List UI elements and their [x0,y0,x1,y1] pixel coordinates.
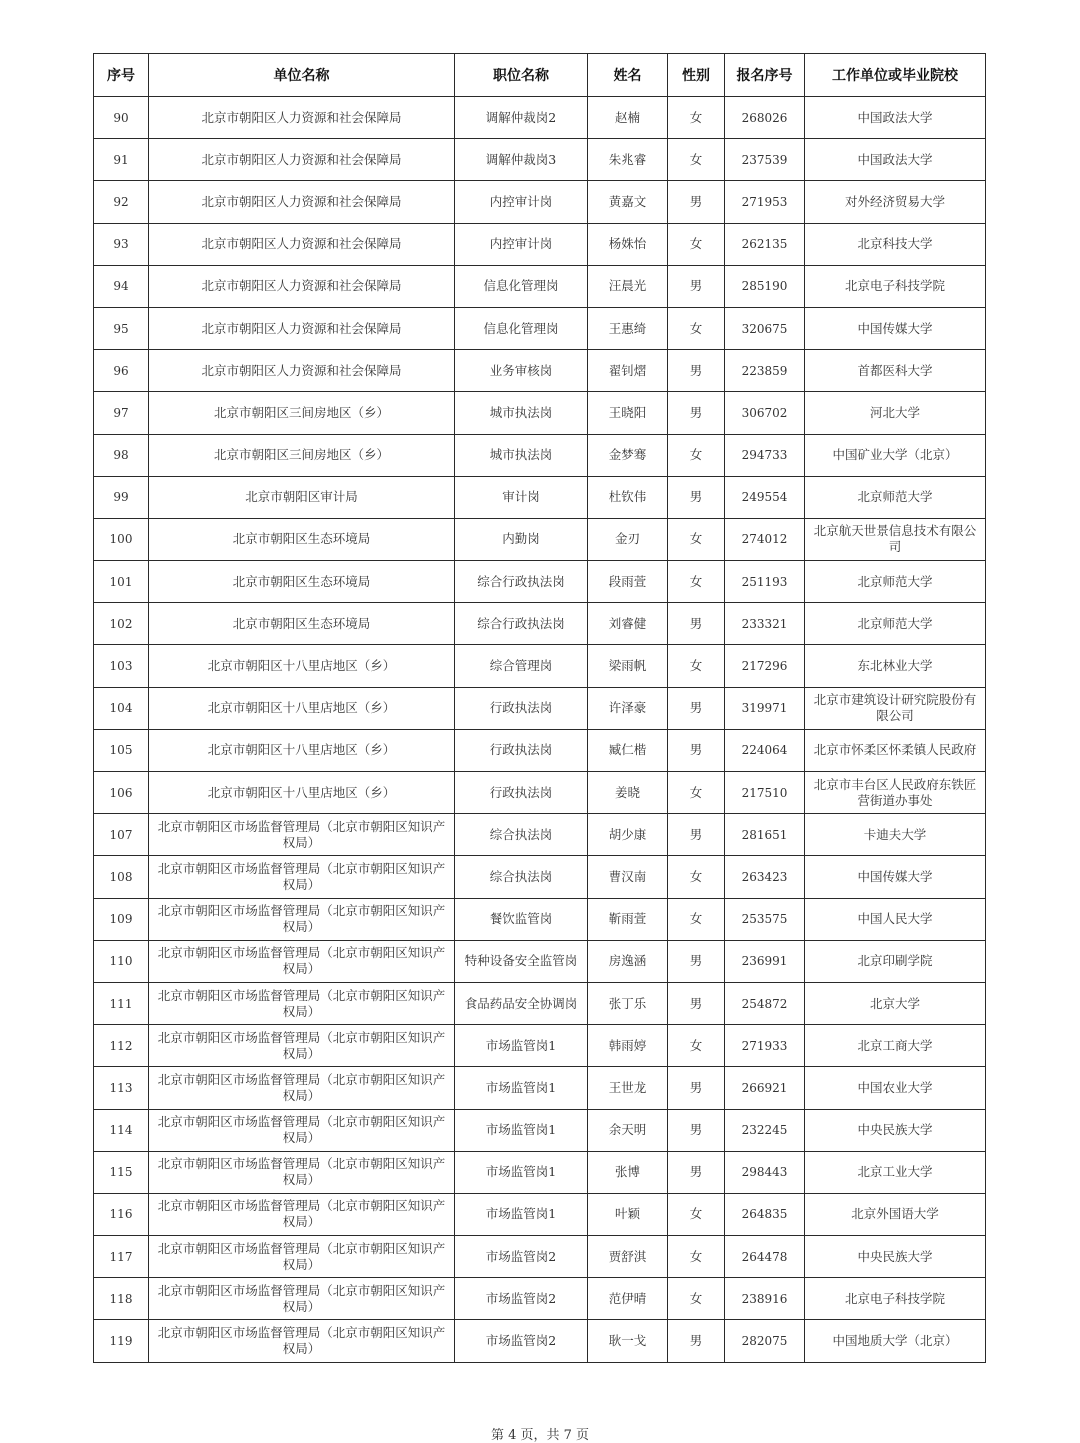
table-row [94,265,986,307]
cell-gender: 女 [668,1025,725,1067]
cell-gender: 女 [668,772,725,814]
table-row [94,97,986,139]
cell-reg-no: 266921 [725,1067,805,1109]
cell-seq: 112 [94,1025,149,1067]
cell-workplace: 北京电子科技学院 [805,265,986,307]
cell-reg-no: 264835 [725,1193,805,1235]
cell-unit: 北京市朝阳区人力资源和社会保障局 [149,181,455,223]
cell-gender: 女 [668,223,725,265]
cell-workplace: 中国矿业大学（北京） [805,434,986,476]
cell-seq: 103 [94,645,149,687]
cell-name: 许泽豪 [588,687,668,729]
cell-unit: 北京市朝阳区人力资源和社会保障局 [149,307,455,349]
cell-workplace: 中国传媒大学 [805,856,986,898]
cell-position: 市场监管岗1 [455,1067,588,1109]
cell-name: 刘睿健 [588,603,668,645]
cell-reg-no: 271953 [725,181,805,223]
cell-name: 翟钊熠 [588,350,668,392]
table-row [94,1193,986,1235]
cell-seq: 93 [94,223,149,265]
table-row [94,350,986,392]
cell-position: 市场监管岗1 [455,1025,588,1067]
cell-gender: 女 [668,1193,725,1235]
table-header-row [94,54,986,97]
cell-reg-no: 251193 [725,561,805,603]
cell-workplace: 北京电子科技学院 [805,1278,986,1320]
cell-unit: 北京市朝阳区人力资源和社会保障局 [149,223,455,265]
cell-gender: 男 [668,476,725,518]
cell-seq: 109 [94,898,149,940]
cell-workplace: 北京外国语大学 [805,1193,986,1235]
cell-position: 综合执法岗 [455,814,588,856]
cell-reg-no: 217296 [725,645,805,687]
cell-position: 市场监管岗2 [455,1320,588,1362]
cell-name: 臧仁楷 [588,729,668,771]
header-name: 姓名 [588,54,668,97]
cell-unit: 北京市朝阳区市场监督管理局（北京市朝阳区知识产权局） [149,1236,455,1278]
cell-name: 王世龙 [588,1067,668,1109]
cell-unit: 北京市朝阳区市场监督管理局（北京市朝阳区知识产权局） [149,1193,455,1235]
cell-reg-no: 224064 [725,729,805,771]
cell-position: 综合行政执法岗 [455,561,588,603]
cell-reg-no: 223859 [725,350,805,392]
table-row [94,1109,986,1151]
cell-reg-no: 249554 [725,476,805,518]
cell-reg-no: 294733 [725,434,805,476]
cell-workplace: 中国政法大学 [805,139,986,181]
cell-seq: 116 [94,1193,149,1235]
cell-unit: 北京市朝阳区三间房地区（乡） [149,434,455,476]
cell-gender: 男 [668,603,725,645]
cell-workplace: 中国政法大学 [805,97,986,139]
cell-gender: 男 [668,1109,725,1151]
cell-gender: 男 [668,265,725,307]
cell-seq: 91 [94,139,149,181]
cell-position: 行政执法岗 [455,687,588,729]
cell-reg-no: 298443 [725,1151,805,1193]
cell-seq: 90 [94,97,149,139]
cell-unit: 北京市朝阳区十八里店地区（乡） [149,772,455,814]
header-gender: 性别 [668,54,725,97]
table-row [94,603,986,645]
cell-reg-no: 233321 [725,603,805,645]
cell-position: 特种设备安全监管岗 [455,940,588,982]
cell-workplace: 北京师范大学 [805,603,986,645]
cell-name: 姜晓 [588,772,668,814]
cell-position: 综合管理岗 [455,645,588,687]
cell-workplace: 北京印刷学院 [805,940,986,982]
table-row [94,772,986,814]
cell-workplace: 中国地质大学（北京） [805,1320,986,1362]
cell-reg-no: 262135 [725,223,805,265]
header-reg-no: 报名序号 [725,54,805,97]
cell-seq: 97 [94,392,149,434]
cell-position: 信息化管理岗 [455,265,588,307]
cell-unit: 北京市朝阳区市场监督管理局（北京市朝阳区知识产权局） [149,1025,455,1067]
cell-seq: 105 [94,729,149,771]
cell-gender: 男 [668,940,725,982]
cell-unit: 北京市朝阳区生态环境局 [149,561,455,603]
cell-gender: 男 [668,1320,725,1362]
cell-position: 餐饮监管岗 [455,898,588,940]
cell-reg-no: 264478 [725,1236,805,1278]
cell-position: 调解仲裁岗2 [455,97,588,139]
cell-seq: 106 [94,772,149,814]
cell-reg-no: 236991 [725,940,805,982]
cell-workplace: 首都医科大学 [805,350,986,392]
cell-reg-no: 282075 [725,1320,805,1362]
cell-gender: 女 [668,561,725,603]
cell-seq: 95 [94,307,149,349]
cell-gender: 女 [668,645,725,687]
cell-unit: 北京市朝阳区审计局 [149,476,455,518]
cell-gender: 男 [668,729,725,771]
cell-position: 信息化管理岗 [455,307,588,349]
cell-unit: 北京市朝阳区市场监督管理局（北京市朝阳区知识产权局） [149,898,455,940]
table-row [94,687,986,729]
cell-name: 黄嘉文 [588,181,668,223]
table-row [94,307,986,349]
cell-reg-no: 271933 [725,1025,805,1067]
cell-gender: 女 [668,139,725,181]
table-row [94,1278,986,1320]
cell-seq: 114 [94,1109,149,1151]
cell-unit: 北京市朝阳区市场监督管理局（北京市朝阳区知识产权局） [149,1109,455,1151]
cell-seq: 99 [94,476,149,518]
cell-name: 张丁乐 [588,982,668,1024]
cell-reg-no: 238916 [725,1278,805,1320]
cell-gender: 女 [668,1236,725,1278]
cell-unit: 北京市朝阳区生态环境局 [149,518,455,560]
cell-workplace: 北京师范大学 [805,476,986,518]
cell-seq: 115 [94,1151,149,1193]
cell-position: 市场监管岗1 [455,1193,588,1235]
cell-workplace: 对外经济贸易大学 [805,181,986,223]
cell-unit: 北京市朝阳区人力资源和社会保障局 [149,97,455,139]
cell-unit: 北京市朝阳区市场监督管理局（北京市朝阳区知识产权局） [149,1151,455,1193]
cell-seq: 104 [94,687,149,729]
cell-unit: 北京市朝阳区人力资源和社会保障局 [149,265,455,307]
cell-position: 市场监管岗1 [455,1151,588,1193]
cell-unit: 北京市朝阳区十八里店地区（乡） [149,645,455,687]
cell-gender: 男 [668,687,725,729]
cell-seq: 94 [94,265,149,307]
table-row [94,1151,986,1193]
cell-seq: 110 [94,940,149,982]
cell-workplace: 中央民族大学 [805,1109,986,1151]
header-unit: 单位名称 [149,54,455,97]
cell-reg-no: 232245 [725,1109,805,1151]
cell-name: 范伊晴 [588,1278,668,1320]
cell-workplace: 中国人民大学 [805,898,986,940]
cell-gender: 男 [668,1151,725,1193]
cell-name: 胡少康 [588,814,668,856]
cell-reg-no: 268026 [725,97,805,139]
cell-position: 城市执法岗 [455,392,588,434]
cell-workplace: 中央民族大学 [805,1236,986,1278]
cell-name: 余天明 [588,1109,668,1151]
cell-name: 金刃 [588,518,668,560]
cell-name: 赵楠 [588,97,668,139]
cell-position: 行政执法岗 [455,772,588,814]
table-row [94,1067,986,1109]
cell-gender: 男 [668,814,725,856]
cell-unit: 北京市朝阳区十八里店地区（乡） [149,729,455,771]
table-row [94,139,986,181]
cell-name: 段雨萱 [588,561,668,603]
cell-workplace: 北京工业大学 [805,1151,986,1193]
cell-workplace: 北京师范大学 [805,561,986,603]
cell-gender: 女 [668,518,725,560]
cell-name: 房逸涵 [588,940,668,982]
cell-seq: 96 [94,350,149,392]
table-row [94,856,986,898]
cell-gender: 女 [668,898,725,940]
cell-workplace: 东北林业大学 [805,645,986,687]
cell-reg-no: 319971 [725,687,805,729]
table-row [94,1320,986,1362]
table-row [94,982,986,1024]
cell-workplace: 北京航天世景信息技术有限公司 [805,518,986,560]
cell-reg-no: 320675 [725,307,805,349]
header-workplace: 工作单位或毕业院校 [805,54,986,97]
table-row [94,223,986,265]
cell-position: 城市执法岗 [455,434,588,476]
cell-unit: 北京市朝阳区市场监督管理局（北京市朝阳区知识产权局） [149,940,455,982]
cell-unit: 北京市朝阳区市场监督管理局（北京市朝阳区知识产权局） [149,814,455,856]
cell-position: 内勤岗 [455,518,588,560]
cell-reg-no: 263423 [725,856,805,898]
cell-seq: 108 [94,856,149,898]
cell-gender: 女 [668,1278,725,1320]
header-position: 职位名称 [455,54,588,97]
cell-workplace: 中国传媒大学 [805,307,986,349]
cell-position: 内控审计岗 [455,223,588,265]
cell-unit: 北京市朝阳区市场监督管理局（北京市朝阳区知识产权局） [149,982,455,1024]
cell-seq: 100 [94,518,149,560]
cell-name: 朱兆睿 [588,139,668,181]
cell-name: 王惠绮 [588,307,668,349]
table-row [94,1025,986,1067]
table-row [94,518,986,560]
table-row [94,476,986,518]
cell-position: 市场监管岗2 [455,1236,588,1278]
cell-position: 行政执法岗 [455,729,588,771]
roster-sheet [93,53,985,1363]
cell-workplace: 中国农业大学 [805,1067,986,1109]
cell-workplace: 卡迪夫大学 [805,814,986,856]
cell-seq: 113 [94,1067,149,1109]
cell-seq: 111 [94,982,149,1024]
table-row [94,645,986,687]
cell-name: 张博 [588,1151,668,1193]
cell-seq: 107 [94,814,149,856]
cell-position: 综合执法岗 [455,856,588,898]
table-row [94,814,986,856]
table-row [94,181,986,223]
cell-position: 市场监管岗2 [455,1278,588,1320]
cell-unit: 北京市朝阳区市场监督管理局（北京市朝阳区知识产权局） [149,1278,455,1320]
cell-workplace: 北京市丰台区人民政府东铁匠营街道办事处 [805,772,986,814]
table-row [94,561,986,603]
cell-seq: 92 [94,181,149,223]
cell-gender: 女 [668,307,725,349]
cell-seq: 98 [94,434,149,476]
header-seq: 序号 [94,54,149,97]
cell-name: 靳雨萱 [588,898,668,940]
cell-name: 杨姝怡 [588,223,668,265]
cell-unit: 北京市朝阳区市场监督管理局（北京市朝阳区知识产权局） [149,1320,455,1362]
cell-position: 业务审核岗 [455,350,588,392]
cell-seq: 117 [94,1236,149,1278]
cell-gender: 男 [668,181,725,223]
cell-position: 调解仲裁岗3 [455,139,588,181]
cell-gender: 女 [668,434,725,476]
cell-position: 审计岗 [455,476,588,518]
table-row [94,1236,986,1278]
cell-gender: 女 [668,97,725,139]
cell-reg-no: 274012 [725,518,805,560]
cell-name: 梁雨帆 [588,645,668,687]
cell-reg-no: 254872 [725,982,805,1024]
cell-reg-no: 281651 [725,814,805,856]
cell-seq: 102 [94,603,149,645]
cell-gender: 男 [668,392,725,434]
table-row [94,729,986,771]
cell-position: 综合行政执法岗 [455,603,588,645]
cell-seq: 118 [94,1278,149,1320]
page-footer: 第 4 页，共 7 页 [490,1428,590,1443]
cell-reg-no: 253575 [725,898,805,940]
cell-reg-no: 285190 [725,265,805,307]
cell-name: 汪晨光 [588,265,668,307]
cell-position: 食品药品安全协调岗 [455,982,588,1024]
cell-seq: 119 [94,1320,149,1362]
cell-name: 叶颖 [588,1193,668,1235]
cell-workplace: 河北大学 [805,392,986,434]
cell-gender: 男 [668,982,725,1024]
table-row [94,434,986,476]
table-row [94,940,986,982]
cell-name: 耿一戈 [588,1320,668,1362]
cell-name: 韩雨婷 [588,1025,668,1067]
cell-name: 贾舒淇 [588,1236,668,1278]
cell-workplace: 北京工商大学 [805,1025,986,1067]
cell-workplace: 北京市怀柔区怀柔镇人民政府 [805,729,986,771]
cell-workplace: 北京大学 [805,982,986,1024]
table-row [94,898,986,940]
cell-name: 杜钦伟 [588,476,668,518]
roster-table [93,53,986,1363]
cell-gender: 女 [668,856,725,898]
cell-reg-no: 217510 [725,772,805,814]
table-row [94,392,986,434]
cell-name: 王晓阳 [588,392,668,434]
cell-workplace: 北京市建筑设计研究院股份有限公司 [805,687,986,729]
cell-workplace: 北京科技大学 [805,223,986,265]
cell-name: 金梦骞 [588,434,668,476]
cell-unit: 北京市朝阳区人力资源和社会保障局 [149,350,455,392]
cell-position: 市场监管岗1 [455,1109,588,1151]
cell-unit: 北京市朝阳区人力资源和社会保障局 [149,139,455,181]
cell-unit: 北京市朝阳区三间房地区（乡） [149,392,455,434]
cell-unit: 北京市朝阳区市场监督管理局（北京市朝阳区知识产权局） [149,1067,455,1109]
cell-gender: 男 [668,1067,725,1109]
cell-reg-no: 237539 [725,139,805,181]
cell-position: 内控审计岗 [455,181,588,223]
cell-gender: 男 [668,350,725,392]
cell-unit: 北京市朝阳区生态环境局 [149,603,455,645]
cell-seq: 101 [94,561,149,603]
cell-name: 曹汉南 [588,856,668,898]
cell-reg-no: 306702 [725,392,805,434]
cell-unit: 北京市朝阳区市场监督管理局（北京市朝阳区知识产权局） [149,856,455,898]
cell-unit: 北京市朝阳区十八里店地区（乡） [149,687,455,729]
